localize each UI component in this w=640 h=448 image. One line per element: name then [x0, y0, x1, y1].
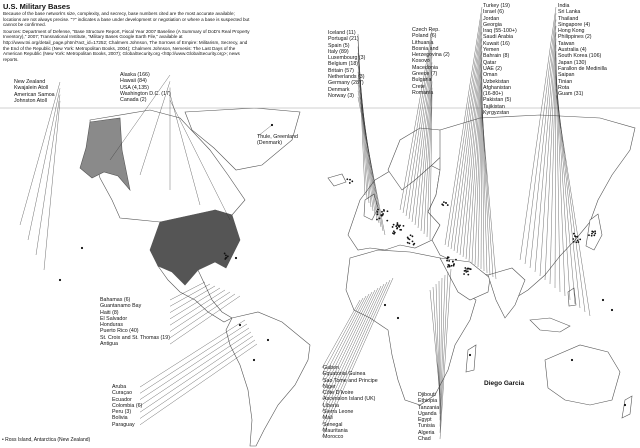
base-marker — [227, 255, 229, 257]
base-marker — [575, 241, 577, 243]
base-marker — [463, 273, 465, 275]
label-tanzania: Tanzania — [418, 404, 440, 411]
label-group-europe-east — [412, 27, 450, 96]
base-marker — [239, 324, 241, 326]
label-niger: Niger — [323, 383, 336, 390]
base-marker — [382, 214, 384, 216]
label-thailand: Thailand — [558, 15, 579, 22]
base-marker — [397, 222, 399, 224]
note-sources: Sources: Department of Defense, "Base Structure Report, Fiscal Year 2007 Baseline (A Summary of DoD's Real Property Inventory)," 2007; Transnational Institute, "Military Bases Google Earth File," available at http://www.tni.org/detail_page.phtml?act_id=17252; Chalmers Johnson, The Sorrows of Empire: Militarism, Secrecy, and the End of the Republic (New York: Metropolitan Books, 2004); Chalmers Johnson, Nemesis: The Last Days of the American Republic (New York: Metropolitan Books, 2007); GlobalSecurity.org <http://www.GlobalSecurity.org>; news reports. — [3, 28, 250, 62]
base-marker — [468, 268, 470, 270]
base-marker — [467, 270, 469, 272]
label-sao-tome: Sao Tome and Principe — [323, 377, 378, 384]
base-marker — [453, 265, 455, 267]
base-marker — [384, 304, 386, 306]
label-american-samoa: American Samoa — [14, 91, 55, 98]
base-marker — [253, 359, 255, 361]
label-djibouti: Djibouti — [418, 392, 436, 398]
base-marker — [376, 211, 378, 213]
label-bahrain: Bahrain (8) — [483, 53, 510, 60]
label-group-pacific-west — [14, 79, 55, 104]
label-washington-dc: Washington D.C. (17) — [120, 90, 171, 97]
label-georgia: Georgia — [483, 21, 502, 28]
sources-note — [3, 11, 251, 63]
label-afghanistan-count: (16-80+) — [483, 91, 504, 98]
base-marker — [594, 233, 596, 235]
label-belgium: Belgium (18) — [328, 61, 359, 68]
base-marker — [588, 234, 590, 236]
label-tinian: Tinian — [558, 78, 573, 85]
base-marker — [413, 243, 415, 245]
base-marker — [224, 253, 226, 255]
label-equatorial-guinea: Equatorial Guinea — [323, 371, 366, 378]
label-israel: Israel (6) — [483, 9, 504, 16]
label-liberia: Liberia — [323, 402, 339, 409]
base-marker — [453, 263, 455, 265]
label-spain: Spain (5) — [328, 42, 350, 49]
base-marker — [387, 210, 389, 212]
label-lithuania: Lithuania — [412, 39, 434, 46]
base-marker — [346, 178, 348, 180]
label-colombia: Colombia (6) — [112, 402, 143, 409]
label-st-croix: St. Croix and St. Thomas (19) — [100, 334, 170, 341]
base-marker — [446, 260, 448, 262]
label-pakistan: Pakistan (5) — [483, 97, 512, 104]
base-marker — [593, 234, 595, 236]
label-ecuador: Ecuador — [112, 396, 132, 403]
label-el-salvador: El Salvador — [100, 315, 128, 322]
base-marker — [455, 259, 457, 261]
label-guantanamo-bay: Guantanamo Bay — [100, 303, 142, 310]
base-marker — [592, 231, 594, 233]
label-aruba: Aruba — [112, 384, 127, 390]
base-marker — [577, 239, 579, 241]
base-marker — [448, 260, 450, 262]
base-marker — [465, 269, 467, 271]
base-marker — [576, 236, 578, 238]
base-marker — [591, 235, 593, 237]
label-crete: Crete — [412, 83, 425, 90]
base-marker — [349, 182, 351, 184]
base-marker — [376, 219, 378, 221]
label-kosovo: Kosovo — [412, 58, 430, 65]
label-cote-divoire: Côte D'Ivoire — [323, 390, 354, 397]
base-marker — [452, 261, 454, 263]
base-marker — [397, 317, 399, 319]
base-marker — [466, 268, 468, 270]
base-marker — [377, 213, 379, 215]
label-turkey: Turkey (19) — [483, 3, 510, 9]
label-sri-lanka: Sri Lanka — [558, 9, 581, 16]
base-marker — [467, 274, 469, 276]
label-group-asia — [558, 3, 607, 97]
base-marker — [573, 241, 575, 243]
label-germany: Germany (287) — [328, 80, 364, 87]
label-singapore: Singapore (4) — [558, 21, 591, 28]
base-marker — [451, 265, 453, 267]
label-puerto-rico: Puerto Rico (40) — [100, 328, 139, 335]
base-marker — [381, 211, 383, 213]
label-poland: Poland (6) — [412, 33, 437, 40]
label-saudi-arabia: Saudi Arabia — [483, 34, 514, 41]
base-marker — [235, 257, 237, 259]
base-marker — [591, 233, 593, 235]
base-marker — [408, 242, 410, 244]
label-bahamas: Bahamas (6) — [100, 297, 131, 303]
base-marker — [349, 179, 351, 181]
base-marker — [572, 238, 574, 240]
base-marker — [398, 226, 400, 228]
label-tajikistan: Tajikistan — [483, 103, 505, 110]
label-denmark-eu: Denmark — [328, 86, 350, 93]
base-marker — [574, 235, 576, 237]
label-netherlands: Netherlands (3) — [328, 74, 365, 81]
label-canada: Canada (2) — [120, 97, 147, 104]
base-marker — [465, 271, 467, 273]
note-precision: Because of the base network's size, complexity, and secrecy, base numbers cited are the most accurate available; locations are not always precise. "?" indicates a base under development or negotiation or where a base is suspected but cannot be confirmed. — [3, 11, 250, 28]
base-marker — [386, 220, 388, 222]
label-group-africa — [323, 365, 378, 441]
base-marker — [407, 238, 409, 240]
base-marker — [443, 201, 445, 203]
base-marker — [379, 217, 381, 219]
base-marker — [412, 241, 414, 243]
label-south-korea: South Korea (106) — [558, 53, 602, 60]
label-kwajalein-atoll: Kwajalein Atoll — [14, 85, 49, 92]
label-iceland: Iceland (11) — [328, 30, 356, 36]
base-marker — [624, 404, 626, 406]
label-denmark: (Denmark) — [257, 140, 283, 147]
label-sierra-leone: Sierra Leone — [323, 409, 354, 416]
label-ross-island: • Ross Island, Antarctica (New Zealand) — [2, 437, 91, 443]
label-algeria: Algeria — [418, 429, 435, 436]
label-group-east-africa — [418, 392, 439, 442]
label-group-middle-east — [483, 3, 517, 116]
base-marker — [464, 267, 466, 269]
label-johnston-atoll: Johnston Atoll — [14, 97, 47, 104]
label-egypt: Egypt — [418, 417, 432, 424]
base-marker — [271, 124, 273, 126]
base-marker — [403, 225, 405, 227]
base-marker — [611, 309, 613, 311]
base-marker — [602, 299, 604, 301]
base-marker — [407, 242, 409, 244]
label-uae: UAE (2) — [483, 65, 502, 72]
label-herzegovina: Herzegovina (2) — [412, 52, 450, 59]
label-bulgaria: Bulgaria — [412, 77, 432, 84]
label-norway: Norway (3) — [328, 92, 354, 99]
label-haiti: Haiti (8) — [100, 309, 119, 316]
base-marker — [579, 238, 581, 240]
label-kuwait: Kuwait (16) — [483, 40, 510, 47]
map-title: U.S. Military Bases — [3, 2, 71, 11]
label-tunisia: Tunisia — [418, 423, 435, 430]
label-portugal: Portugal (21) — [328, 36, 359, 43]
label-group-north-america — [120, 72, 171, 103]
label-curacao: Curaçao — [112, 390, 133, 397]
label-mauritania: Mauritania — [323, 427, 348, 434]
label-paraguay: Paraguay — [112, 421, 135, 428]
label-kyrgyzstan: Kyrgyzstan — [483, 110, 510, 117]
label-alaska: Alaska (166) — [120, 72, 150, 78]
label-morocco: Morocco — [323, 434, 344, 441]
label-romania: Romania — [412, 89, 434, 96]
label-peru: Peru (3) — [112, 409, 132, 416]
base-marker — [81, 247, 83, 249]
label-afghanistan: Afghanistan — [483, 84, 511, 91]
base-marker — [395, 225, 397, 227]
base-marker — [399, 229, 401, 231]
label-macedonia: Macedonia — [412, 64, 438, 71]
label-luxembourg: Luxembourg (3) — [328, 55, 366, 62]
base-marker — [392, 232, 394, 234]
label-hawaii: Hawaii (84) — [120, 78, 147, 85]
label-india: India — [558, 3, 570, 9]
base-marker — [448, 264, 450, 266]
base-marker — [393, 224, 395, 226]
label-qatar: Qatar — [483, 59, 497, 66]
label-hong-kong: Hong Kong — [558, 28, 585, 35]
base-marker — [59, 279, 61, 281]
label-jordan: Jordan — [483, 15, 500, 22]
base-marker — [396, 227, 398, 229]
label-gabon: Gabon — [323, 365, 339, 371]
label-group-caribbean — [100, 297, 170, 347]
label-oman: Oman — [483, 72, 498, 79]
base-marker — [226, 257, 228, 259]
label-czech-rep: Czech Rep. — [412, 27, 440, 33]
base-marker — [594, 230, 596, 232]
label-japan: Japan (130) — [558, 59, 587, 66]
label-taiwan: Taiwan — [558, 40, 575, 47]
label-bosnia: Bosnia and — [412, 45, 439, 52]
label-farallon: Farallon de Medinilla — [558, 65, 607, 72]
base-marker — [377, 209, 379, 211]
base-marker — [445, 202, 447, 204]
label-new-zealand: New Zealand — [14, 79, 46, 85]
base-marker — [441, 203, 443, 205]
label-philippines: Philippines (2) — [558, 34, 592, 41]
label-group-europe-west — [328, 30, 365, 99]
label-italy: Italy (89) — [328, 48, 349, 55]
base-marker — [447, 256, 449, 258]
base-marker — [573, 233, 575, 235]
base-marker — [267, 339, 269, 341]
label-guam: Guam (31) — [558, 91, 584, 98]
base-marker — [469, 354, 471, 356]
label-australia: Australia (4) — [558, 47, 587, 54]
base-marker — [571, 359, 573, 361]
label-uganda: Uganda — [418, 410, 437, 417]
label-britain: Britain (57) — [328, 67, 354, 74]
label-senegal: Senegal — [323, 421, 343, 428]
label-diego-garcia: Diego Garcia — [484, 380, 525, 387]
label-rota: Rota — [558, 84, 570, 91]
label-bolivia: Bolivia — [112, 415, 128, 422]
label-uzbekistan: Uzbekistan — [483, 78, 510, 85]
label-ethiopia: Ethiopia — [418, 398, 438, 405]
label-saipan: Saipan — [558, 72, 575, 79]
label-group-greenland — [257, 134, 298, 147]
label-antigua: Antigua — [100, 341, 118, 348]
label-iraq: Iraq (55-100+) — [483, 28, 517, 35]
base-marker — [394, 232, 396, 234]
base-marker — [392, 226, 394, 228]
base-marker — [410, 234, 412, 236]
base-marker — [383, 210, 385, 212]
label-greece: Greece (7) — [412, 71, 438, 78]
base-marker — [577, 241, 579, 243]
label-chad: Chad — [418, 436, 431, 443]
label-mali: Mali — [323, 415, 333, 422]
base-marker — [447, 204, 449, 206]
label-ascension: Ascension Island (UK) — [323, 396, 376, 403]
label-usa: USA (4,135) — [120, 84, 149, 91]
base-marker — [225, 254, 227, 256]
base-marker — [351, 180, 353, 182]
label-group-south-america — [112, 384, 142, 428]
label-honduras: Honduras — [100, 322, 123, 329]
base-marker — [397, 224, 399, 226]
label-yemen: Yemen — [483, 47, 500, 54]
label-thule: Thule, Greenland — [257, 134, 298, 140]
base-marker — [412, 235, 414, 237]
base-marker — [447, 266, 449, 268]
